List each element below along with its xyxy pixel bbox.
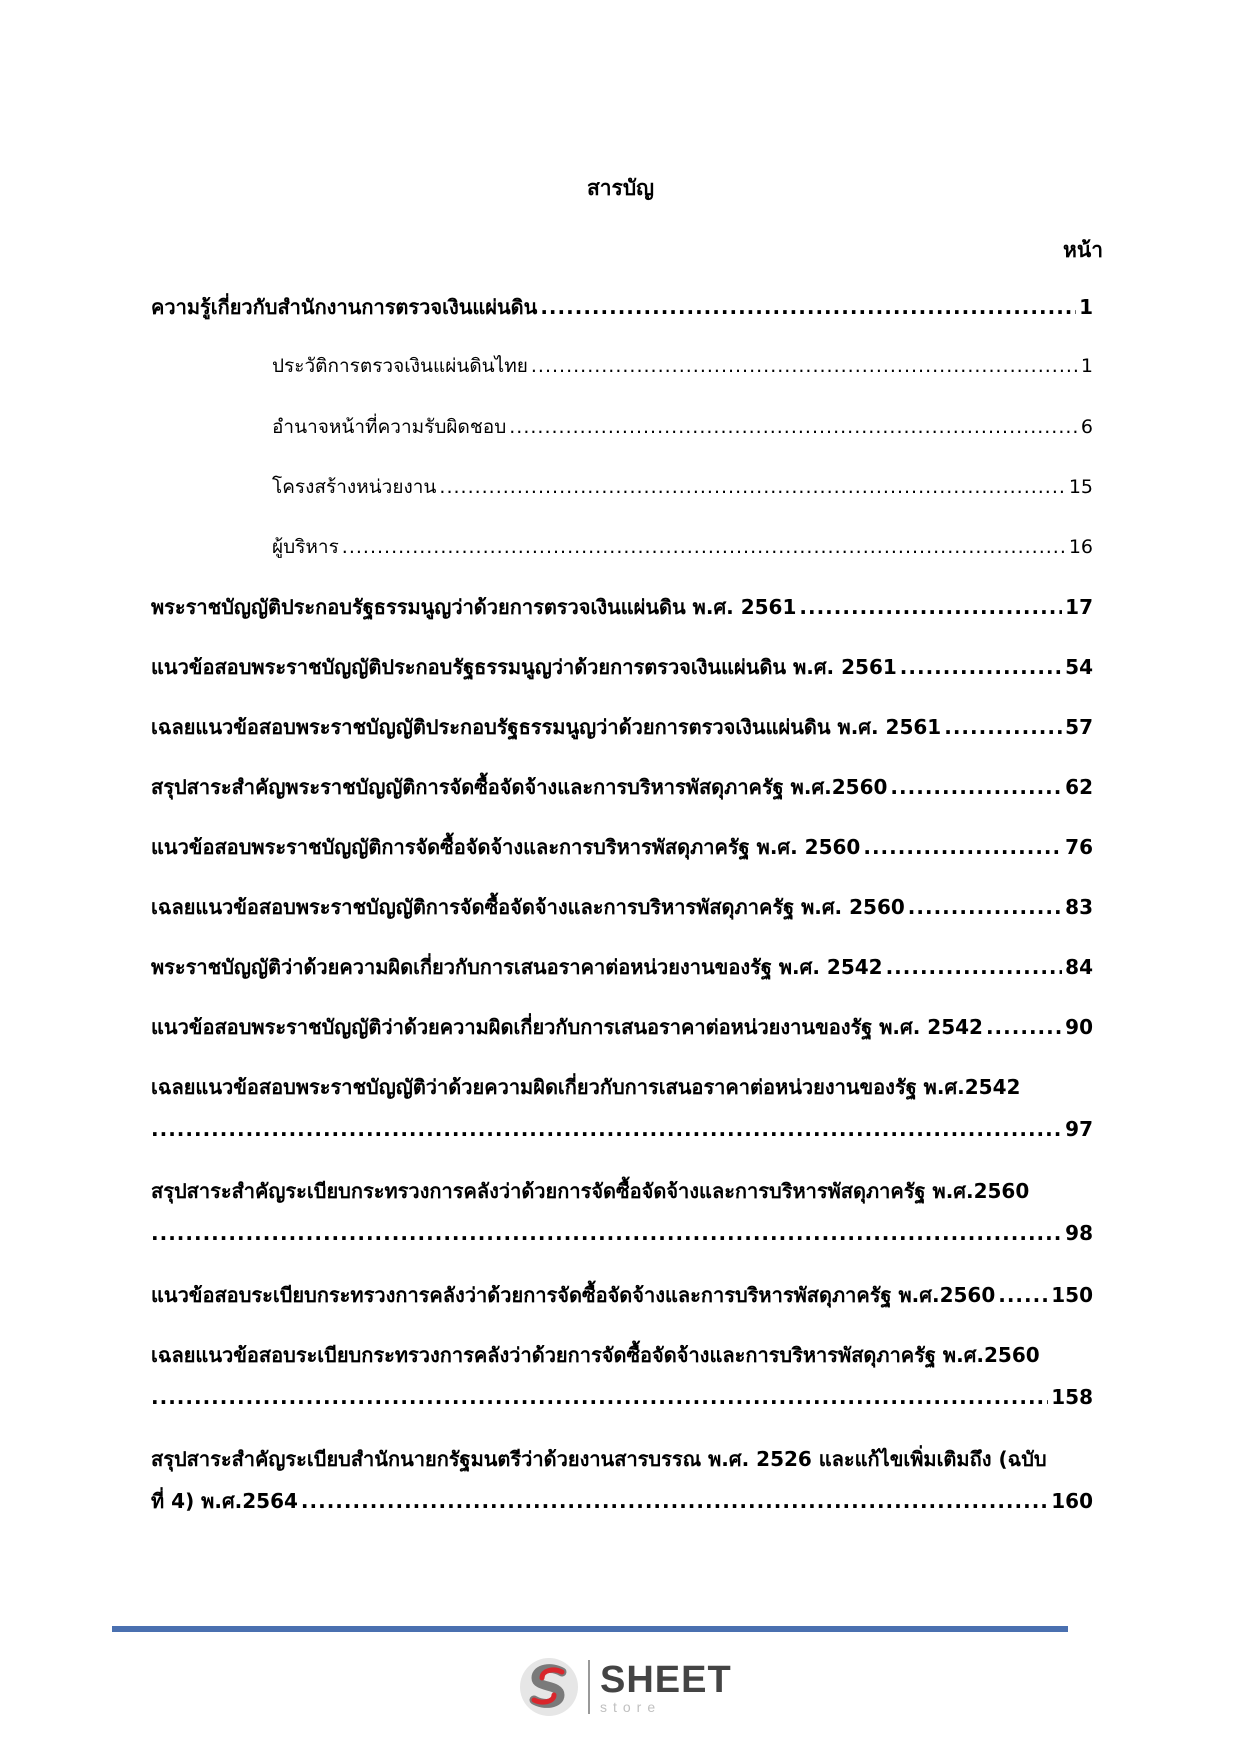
dot-leader	[151, 1114, 1062, 1144]
dot-leader	[540, 292, 1076, 322]
toc-entry-label: พระราชบัญญัติว่าด้วยความผิดเกี่ยวกับการเสนอราคาต่อหน่วยงานของรัฐ พ.ศ. 2542	[151, 955, 883, 979]
toc-entry[interactable]	[151, 712, 1093, 742]
dot-leader	[886, 952, 1063, 982]
dot-leader	[900, 652, 1062, 682]
toc-entry-page: 84	[1065, 955, 1093, 979]
toc-entry-label-cont: ที่ 4) พ.ศ.2564	[151, 1489, 298, 1513]
toc-entry[interactable]	[151, 1444, 1093, 1516]
toc-entry-page: 76	[1065, 835, 1093, 859]
dot-leader	[863, 832, 1062, 862]
toc-entry-label: สรุปสาระสำคัญระเบียบสำนักนายกรัฐมนตรีว่าด้วยงานสารบรรณ พ.ศ. 2526 และแก้ไขเพิ่มเติมถึง (ฉบับ	[151, 1447, 1047, 1471]
toc-entry[interactable]	[151, 652, 1093, 682]
toc-entry-page: 16	[1068, 536, 1093, 558]
toc-entry-label: สรุปสาระสำคัญพระราชบัญญัติการจัดซื้อจัดจ้างและการบริหารพัสดุภาครัฐ พ.ศ.2560	[151, 775, 888, 799]
toc-entry-label: แนวข้อสอบระเบียบกระทรวงการคลังว่าด้วยการจัดซื้อจัดจ้างและการบริหารพัสดุภาครัฐ พ.ศ.2560	[151, 1283, 996, 1307]
toc-entry-page: 90	[1065, 1015, 1093, 1039]
dot-leader	[986, 1012, 1062, 1042]
toc-entry[interactable]	[151, 1280, 1093, 1310]
dot-leader	[342, 532, 1066, 562]
toc-subentry[interactable]	[272, 351, 1093, 381]
toc-entry-page: 83	[1065, 895, 1093, 919]
toc-entry[interactable]	[151, 772, 1093, 802]
toc-entry-label: ประวัติการตรวจเงินแผ่นดินไทย	[272, 355, 528, 377]
toc-entry-label: สรุปสาระสำคัญระเบียบกระทรวงการคลังว่าด้วยการจัดซื้อจัดจ้างและการบริหารพัสดุภาครัฐ พ.ศ.2560	[151, 1179, 1030, 1203]
toc-entry-page: 1	[1080, 355, 1093, 377]
toc-entry-page: 62	[1065, 775, 1093, 799]
toc-entry-page: 97	[1065, 1117, 1093, 1141]
logo-sub-text: store	[600, 1699, 662, 1715]
toc-entry-label: แนวข้อสอบพระราชบัญญัติการจัดซื้อจัดจ้างและการบริหารพัสดุภาครัฐ พ.ศ. 2560	[151, 835, 861, 859]
toc-subentry[interactable]	[272, 412, 1093, 442]
dot-leader	[301, 1486, 1048, 1516]
toc-entry-page: 6	[1080, 416, 1093, 438]
toc-entry-label: ผู้บริหาร	[272, 536, 339, 558]
toc-entry[interactable]	[151, 292, 1093, 322]
toc-title: สารบัญ	[586, 176, 655, 200]
toc-entry[interactable]	[151, 1176, 1093, 1248]
toc-entry-label: เฉลยแนวข้อสอบพระราชบัญญัติการจัดซื้อจัดจ้างและการบริหารพัสดุภาครัฐ พ.ศ. 2560	[151, 895, 905, 919]
toc-entry-label: เฉลยแนวข้อสอบพระราชบัญญัติประกอบรัฐธรรมนูญว่าด้วยการตรวจเงินแผ่นดิน พ.ศ. 2561	[151, 715, 942, 739]
toc-entry-page: 17	[1065, 595, 1093, 619]
dot-leader	[908, 892, 1062, 922]
toc-entry[interactable]	[151, 592, 1093, 622]
logo-wordmark	[588, 1660, 732, 1714]
dot-leader	[998, 1280, 1048, 1310]
dot-leader	[151, 1218, 1062, 1248]
dot-leader	[531, 351, 1078, 381]
toc-entry-label: เฉลยแนวข้อสอบระเบียบกระทรวงการคลังว่าด้วยการจัดซื้อจัดจ้างและการบริหารพัสดุภาครัฐ พ.ศ.2560	[151, 1343, 1040, 1367]
toc-entry-page: 158	[1051, 1385, 1093, 1409]
sheetstore-logo	[518, 1652, 732, 1722]
dot-leader	[799, 592, 1062, 622]
toc-subentry[interactable]	[272, 472, 1093, 502]
toc-entry[interactable]	[151, 1072, 1093, 1144]
toc-entry-label: แนวข้อสอบพระราชบัญญัติประกอบรัฐธรรมนูญว่าด้วยการตรวจเงินแผ่นดิน พ.ศ. 2561	[151, 655, 897, 679]
toc-entry-page: 15	[1068, 476, 1093, 498]
dot-leader	[439, 472, 1065, 502]
dot-leader	[944, 712, 1062, 742]
toc-entry-label: เฉลยแนวข้อสอบพระราชบัญญัติว่าด้วยความผิดเกี่ยวกับการเสนอราคาต่อหน่วยงานของรัฐ พ.ศ.2542	[151, 1075, 1021, 1099]
dot-leader	[509, 412, 1078, 442]
toc-entry[interactable]	[151, 832, 1093, 862]
footer-rule	[112, 1626, 1068, 1632]
toc-entry[interactable]	[151, 1012, 1093, 1042]
toc-entry[interactable]	[151, 892, 1093, 922]
page-column-header: หน้า	[1063, 238, 1103, 262]
toc-entry-page: 1	[1079, 295, 1093, 319]
toc-entry-label: โครงสร้างหน่วยงาน	[272, 476, 437, 498]
dot-leader	[890, 772, 1062, 802]
toc-entry-label: อำนาจหน้าที่ความรับผิดชอบ	[272, 416, 507, 438]
toc-entry-page: 57	[1065, 715, 1093, 739]
toc-entry-label: ความรู้เกี่ยวกับสำนักงานการตรวจเงินแผ่นดิน	[151, 295, 538, 319]
toc-entry[interactable]	[151, 1340, 1093, 1412]
logo-main-text: SHEET	[600, 1659, 732, 1701]
toc-entry-label: แนวข้อสอบพระราชบัญญัติว่าด้วยความผิดเกี่ยวกับการเสนอราคาต่อหน่วยงานของรัฐ พ.ศ. 2542	[151, 1015, 983, 1039]
toc-entry-page: 160	[1051, 1489, 1093, 1513]
toc-entry-page: 98	[1065, 1221, 1093, 1245]
toc-entry-page: 150	[1051, 1283, 1093, 1307]
dot-leader	[151, 1382, 1048, 1412]
toc-entry-label: พระราชบัญญัติประกอบรัฐธรรมนูญว่าด้วยการตรวจเงินแผ่นดิน พ.ศ. 2561	[151, 595, 797, 619]
toc-subentry[interactable]	[272, 532, 1093, 562]
sheetstore-s-icon	[518, 1656, 580, 1718]
toc-entry-page: 54	[1065, 655, 1093, 679]
toc-entry[interactable]	[151, 952, 1093, 982]
